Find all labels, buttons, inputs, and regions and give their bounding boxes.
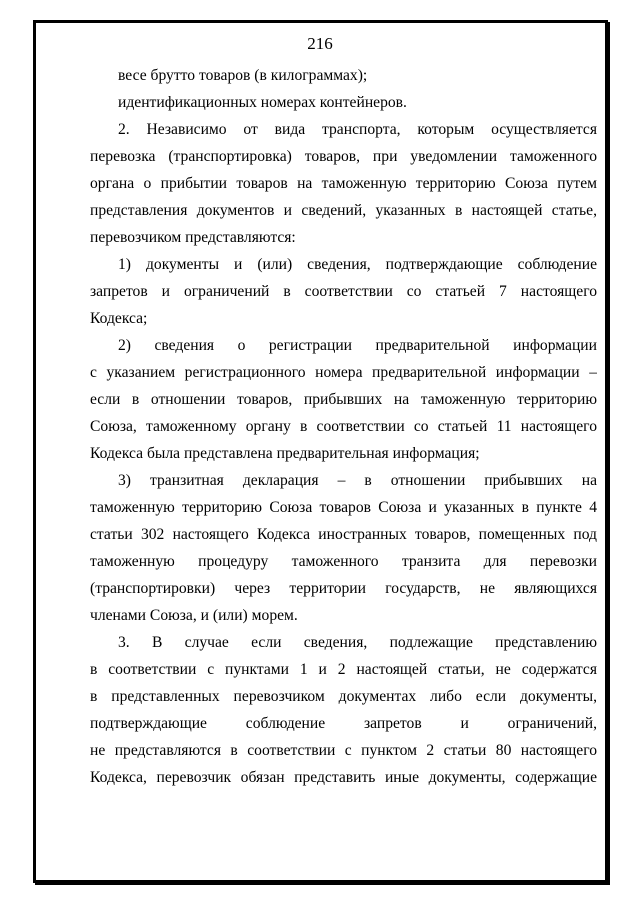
text-line: в соответствии с пунктами 1 и 2 настоящей статьи, не содержатся xyxy=(90,661,597,678)
text-line: 2) сведения о регистрации предварительной информации xyxy=(118,337,597,354)
page-number: 216 xyxy=(307,34,333,53)
text-line: если в отношении товаров, прибывших на таможенную территорию xyxy=(90,391,597,408)
text-line: статьи 302 настоящего Кодекса иностранных товаров, помещенных под xyxy=(90,526,597,543)
text-line: перевозчиком представляются: xyxy=(90,229,296,246)
text-line: Союза, таможенному органу в соответствии со статьей 11 настоящего xyxy=(90,418,597,435)
text-line: членами Союза, и (или) морем. xyxy=(90,607,298,624)
document-body xyxy=(90,62,597,791)
text-line: (транспортировки) через территории государств, не являющихся xyxy=(90,580,597,597)
text-line: 3) транзитная декларация – в отношении прибывших на xyxy=(118,472,597,489)
text-line: 3. В случае если сведения, подлежащие представлению xyxy=(118,634,597,651)
text-line: идентификационных номерах контейнеров. xyxy=(118,94,407,111)
text-line: Кодекса была представлена предварительная информация; xyxy=(90,445,480,462)
text-line: Кодекса, перевозчик обязан представить иные документы, содержащие xyxy=(90,769,597,786)
text-line: Кодекса; xyxy=(90,310,148,327)
text-line: представления документов и сведений, указанных в настоящей статье, xyxy=(90,202,597,219)
text-line: органа о прибытии товаров на таможенную территорию Союза путем xyxy=(90,175,597,192)
text-line: 2. Независимо от вида транспорта, которым осуществляется xyxy=(118,121,597,138)
text-line: запретов и ограничений в соответствии со статьей 7 настоящего xyxy=(90,283,597,300)
text-line: таможенную территорию Союза товаров Союза и указанных в пункте 4 xyxy=(90,499,597,516)
text-line: с указанием регистрационного номера предварительной информации – xyxy=(90,364,597,381)
text-line: подтверждающие соблюдение запретов и ограничений, xyxy=(90,715,597,732)
text-line: не представляются в соответствии с пунктом 2 статьи 80 настоящего xyxy=(90,742,597,759)
text-line: в представленных перевозчиком документах либо если документы, xyxy=(90,688,597,705)
text-line: перевозка (транспортировка) товаров, при уведомлении таможенного xyxy=(90,148,597,165)
text-line: весе брутто товаров (в килограммах); xyxy=(118,67,368,84)
text-line: 1) документы и (или) сведения, подтверждающие соблюдение xyxy=(118,256,597,273)
text-line: таможенную процедуру таможенного транзита для перевозки xyxy=(90,553,597,570)
